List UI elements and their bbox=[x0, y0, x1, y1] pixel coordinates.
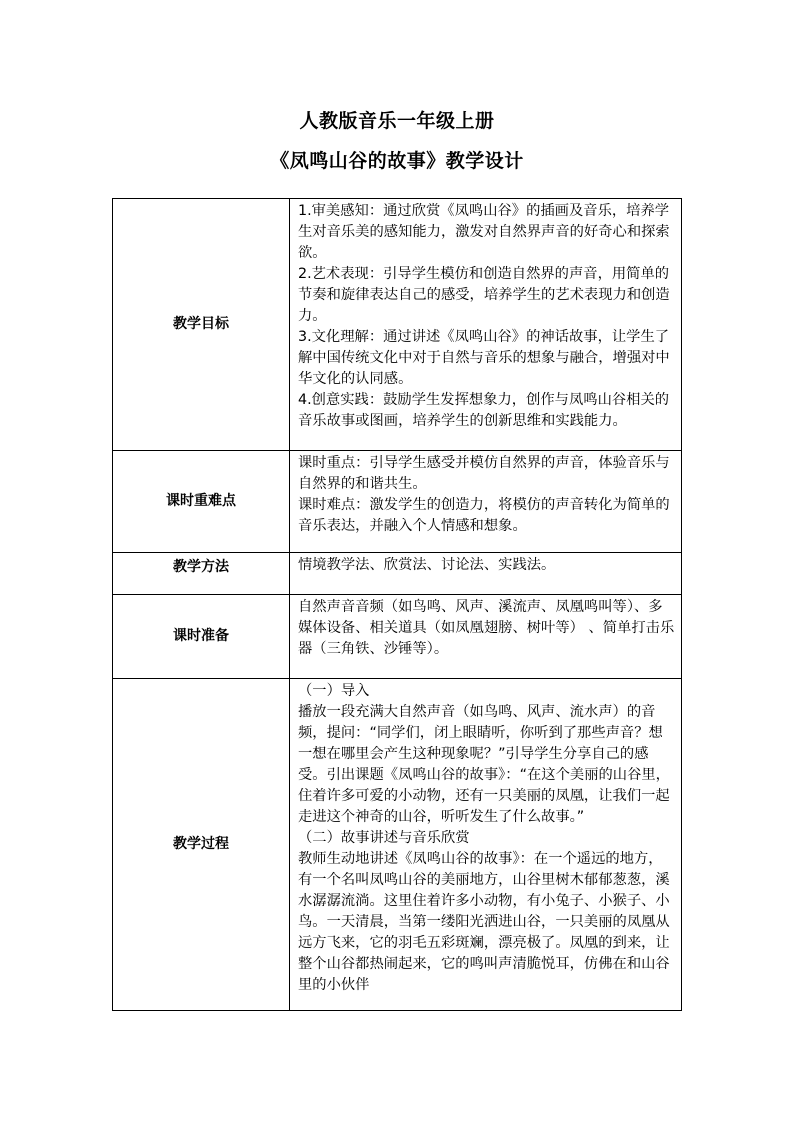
table-row-preparation bbox=[113, 595, 682, 679]
process-section1-text: 播放一段充满大自然声音（如鸟鸣、风声、流水声）的音频，提问：“同学们，闭上眼睛听，你听到了那些声音？想一想在哪里会产生这种现象呢？”引导学生分享自己的感受。引出课题《凤鸣山谷的故事》：“在这个美丽的山谷里，住着许多可爱的小动物，还有一只美丽的凤凰，让我们一起走进这个神奇的山谷，听听发生了什么故事。” bbox=[298, 704, 670, 825]
document-subtitle: 《凤鸣山谷的故事》教学设计 bbox=[270, 150, 524, 172]
objective-item: 4.创意实践：鼓励学生发挥想象力，创作与凤鸣山谷相关的音乐故事或图画，培养学生的创新思维和实践能力。 bbox=[298, 392, 670, 429]
table-row-process bbox=[113, 679, 682, 1011]
key-point-item: 课时难点：激发学生的创造力，将模仿的声音转化为简单的音乐表达，并融入个人情感和想象。 bbox=[298, 497, 670, 534]
key-point-item: 课时重点：引导学生感受并模仿自然界的声音，体验音乐与自然界的和谐共生。 bbox=[298, 455, 670, 492]
preparation-content bbox=[290, 595, 682, 679]
process-label: 教学过程 bbox=[113, 679, 290, 1011]
preparation-label: 课时准备 bbox=[113, 595, 290, 679]
table-row-objectives bbox=[113, 199, 682, 451]
table-row-key-points bbox=[113, 451, 682, 553]
document-title: 人教版音乐一年级上册 bbox=[299, 110, 495, 132]
process-section2-text: 教师生动地讲述《凤鸣山谷的故事》：在一个遥远的地方，有一个名叫凤鸣山谷的美丽地方，山谷里树木郁郁葱葱，溪水潺潺流淌。这里住着许多小动物，有小兔子、小猴子、小鸟。一天清晨，当第一缕阳光洒进山谷，一只美丽的凤凰从远方飞来，它的羽毛五彩斑斓，漂亮极了。凤凰的到来，让整个山谷都热闹起来，它的鸣叫声清脆悦耳，仿佛在和山谷里的小伙伴 bbox=[298, 851, 670, 993]
objective-item: 1.审美感知：通过欣赏《凤鸣山谷》的插画及音乐，培养学生对音乐美的感知能力，激发对自然界声音的好奇心和探索欲。 bbox=[298, 203, 670, 261]
methods-content bbox=[290, 553, 682, 595]
key-points-content bbox=[290, 451, 682, 553]
preparation-text: 自然声音音频（如鸟鸣、风声、溪流声、凤凰鸣叫等）、多媒体设备、相关道具（如凤凰翅膀、树叶等） 、简单打击乐器（三角铁、沙锤等）。 bbox=[298, 599, 675, 657]
table-row-methods bbox=[113, 553, 682, 595]
objective-item: 3.文化理解：通过讲述《凤鸣山谷》的神话故事，让学生了解中国传统文化中对于自然与音乐的想象与融合，增强对中华文化的认同感。 bbox=[298, 329, 670, 387]
methods-label: 教学方法 bbox=[113, 553, 290, 595]
objectives-content bbox=[290, 199, 682, 451]
process-section1-heading: （一）导入 bbox=[298, 683, 370, 699]
methods-text: 情境教学法、欣赏法、讨论法、实践法。 bbox=[298, 557, 556, 573]
process-section2-heading: （二）故事讲述与音乐欣赏 bbox=[298, 830, 470, 846]
objective-item: 2.艺术表现：引导学生模仿和创造自然界的声音，用简单的节奏和旋律表达自己的感受，培养学生的艺术表现力和创造力。 bbox=[298, 266, 670, 324]
lesson-plan-table bbox=[112, 198, 682, 1011]
process-content bbox=[290, 679, 682, 1011]
key-points-label: 课时重难点 bbox=[113, 451, 290, 553]
objectives-label: 教学目标 bbox=[113, 199, 290, 451]
